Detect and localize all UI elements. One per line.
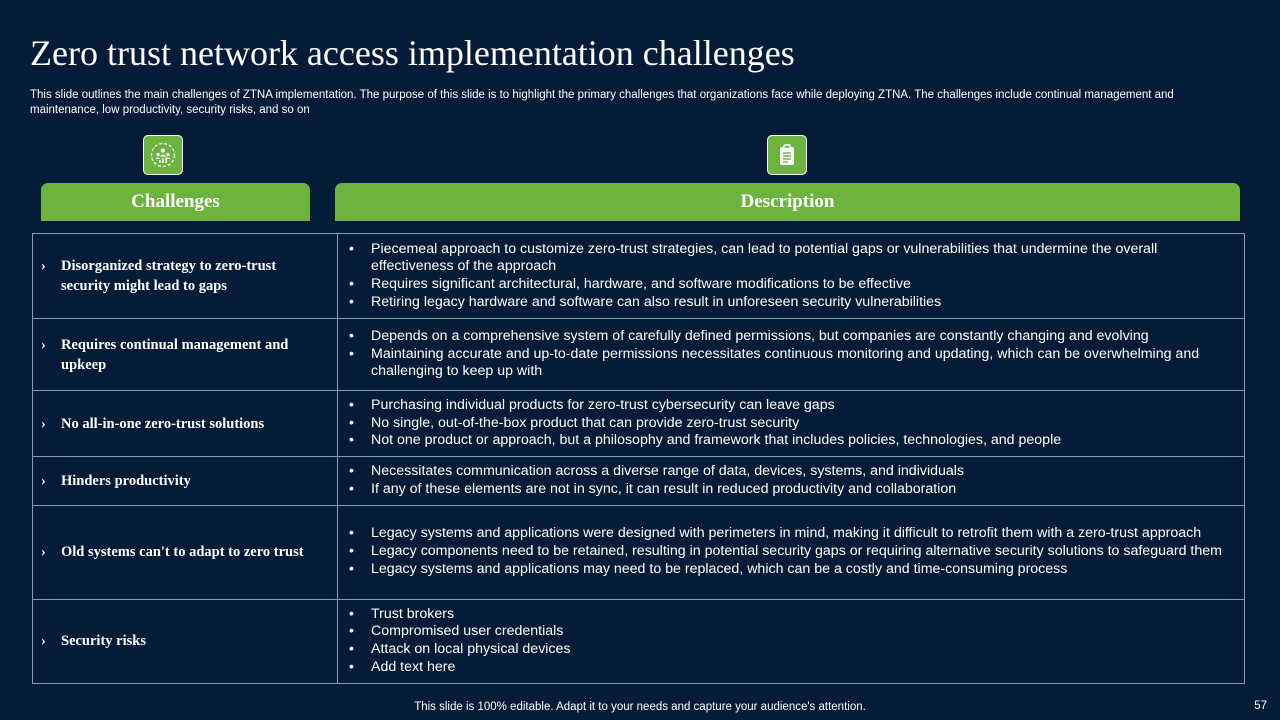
list-item: • Compromised user credentials	[346, 623, 1230, 641]
challenge-label: Requires continual management and upkeep	[61, 336, 289, 373]
list-item: • Legacy components need to be retained, resulting in potential security gaps or requiring alternative security solutions to safeguard them	[346, 543, 1230, 561]
clipboard-icon	[767, 135, 807, 175]
list-item: • Maintaining accurate and up-to-date permissions necessitates continuous monitoring and updating, which can be overwhelming and challenging to keep up with	[346, 346, 1230, 381]
table-row	[33, 391, 1245, 457]
challenges-header: Challenges	[41, 183, 310, 221]
list-item: • Not one product or approach, but a philosophy and framework that includes policies, technologies, and people	[346, 432, 1230, 450]
challenge-cell	[33, 505, 338, 599]
description-list	[338, 235, 1244, 318]
table-row	[33, 599, 1245, 683]
challenges-table	[32, 233, 1245, 684]
chevron-right-icon: ›	[41, 633, 46, 650]
list-item: • Retiring legacy hardware and software can also result in unforeseen security vulnerabilities	[346, 294, 1230, 312]
chevron-right-icon: ›	[41, 472, 46, 489]
challenge-cell	[33, 391, 338, 457]
list-item: • Legacy systems and applications may need to be replaced, which can be a costly and time-consuming process	[346, 561, 1230, 579]
list-item: • Necessitates communication across a diverse range of data, devices, systems, and individuals	[346, 463, 1230, 481]
description-list	[338, 322, 1244, 387]
table-row	[33, 234, 1245, 319]
challenge-cell	[33, 599, 338, 683]
list-item: • Attack on local physical devices	[346, 641, 1230, 659]
table-row	[33, 319, 1245, 391]
challenge-label: Old systems can't to adapt to zero trust	[61, 544, 304, 561]
list-item: • Add text here	[346, 659, 1230, 677]
table-row	[33, 457, 1245, 505]
page-subtitle: This slide outlines the main challenges of ZTNA implementation. The purpose of this slide is to highlight the primary challenges that organizations face while deploying ZTNA. The challenges include continual management and maintenance, low productivity, security risks, and so on	[30, 89, 1174, 116]
description-list	[338, 391, 1244, 456]
list-item: • Piecemeal approach to customize zero-trust strategies, can lead to potential gaps or vulnerabilities that undermine the overall effectiveness of the approach	[346, 241, 1230, 276]
chevron-right-icon: ›	[41, 544, 46, 561]
description-cell	[338, 599, 1245, 683]
list-item: • No single, out-of-the-box product that can provide zero-trust security	[346, 415, 1230, 433]
chevron-right-icon: ›	[41, 415, 46, 432]
challenge-label: No all-in-one zero-trust solutions	[61, 415, 265, 432]
challenge-cell	[33, 319, 338, 391]
description-header: Description	[335, 183, 1240, 221]
challenge-cell	[33, 234, 338, 319]
description-cell	[338, 391, 1245, 457]
description-cell	[338, 234, 1245, 319]
team-growth-icon	[143, 135, 183, 175]
challenge-label: Security risks	[61, 633, 146, 650]
footer-note: This slide is 100% editable. Adapt it to your needs and capture your audience's attention.	[414, 701, 866, 713]
list-item: • Legacy systems and applications were designed with perimeters in mind, making it difficult to retrofit them with a zero-trust approach	[346, 525, 1230, 543]
page-number: 57	[1254, 700, 1267, 712]
chevron-right-icon: ›	[41, 258, 46, 274]
description-cell	[338, 505, 1245, 599]
chevron-right-icon: ›	[41, 336, 46, 353]
description-cell	[338, 319, 1245, 391]
challenge-label: Hinders productivity	[61, 472, 191, 489]
description-cell	[338, 457, 1245, 505]
description-list	[338, 519, 1244, 584]
table-row	[33, 505, 1245, 599]
list-item: • Trust brokers	[346, 606, 1230, 624]
challenge-cell	[33, 457, 338, 505]
list-item: • Depends on a comprehensive system of carefully defined permissions, but companies are constantly changing and evolving	[346, 328, 1230, 346]
challenge-label: Disorganized strategy to zero-trust security might lead to gaps	[61, 258, 277, 294]
list-item: • If any of these elements are not in sync, it can result in reduced productivity and collaboration	[346, 481, 1230, 499]
description-list	[338, 600, 1244, 683]
list-item: • Purchasing individual products for zero-trust cybersecurity can leave gaps	[346, 397, 1230, 415]
list-item: • Requires significant architectural, hardware, and software modifications to be effective	[346, 276, 1230, 294]
description-list	[338, 457, 1244, 504]
page-title: Zero trust network access implementation challenges	[30, 33, 795, 73]
